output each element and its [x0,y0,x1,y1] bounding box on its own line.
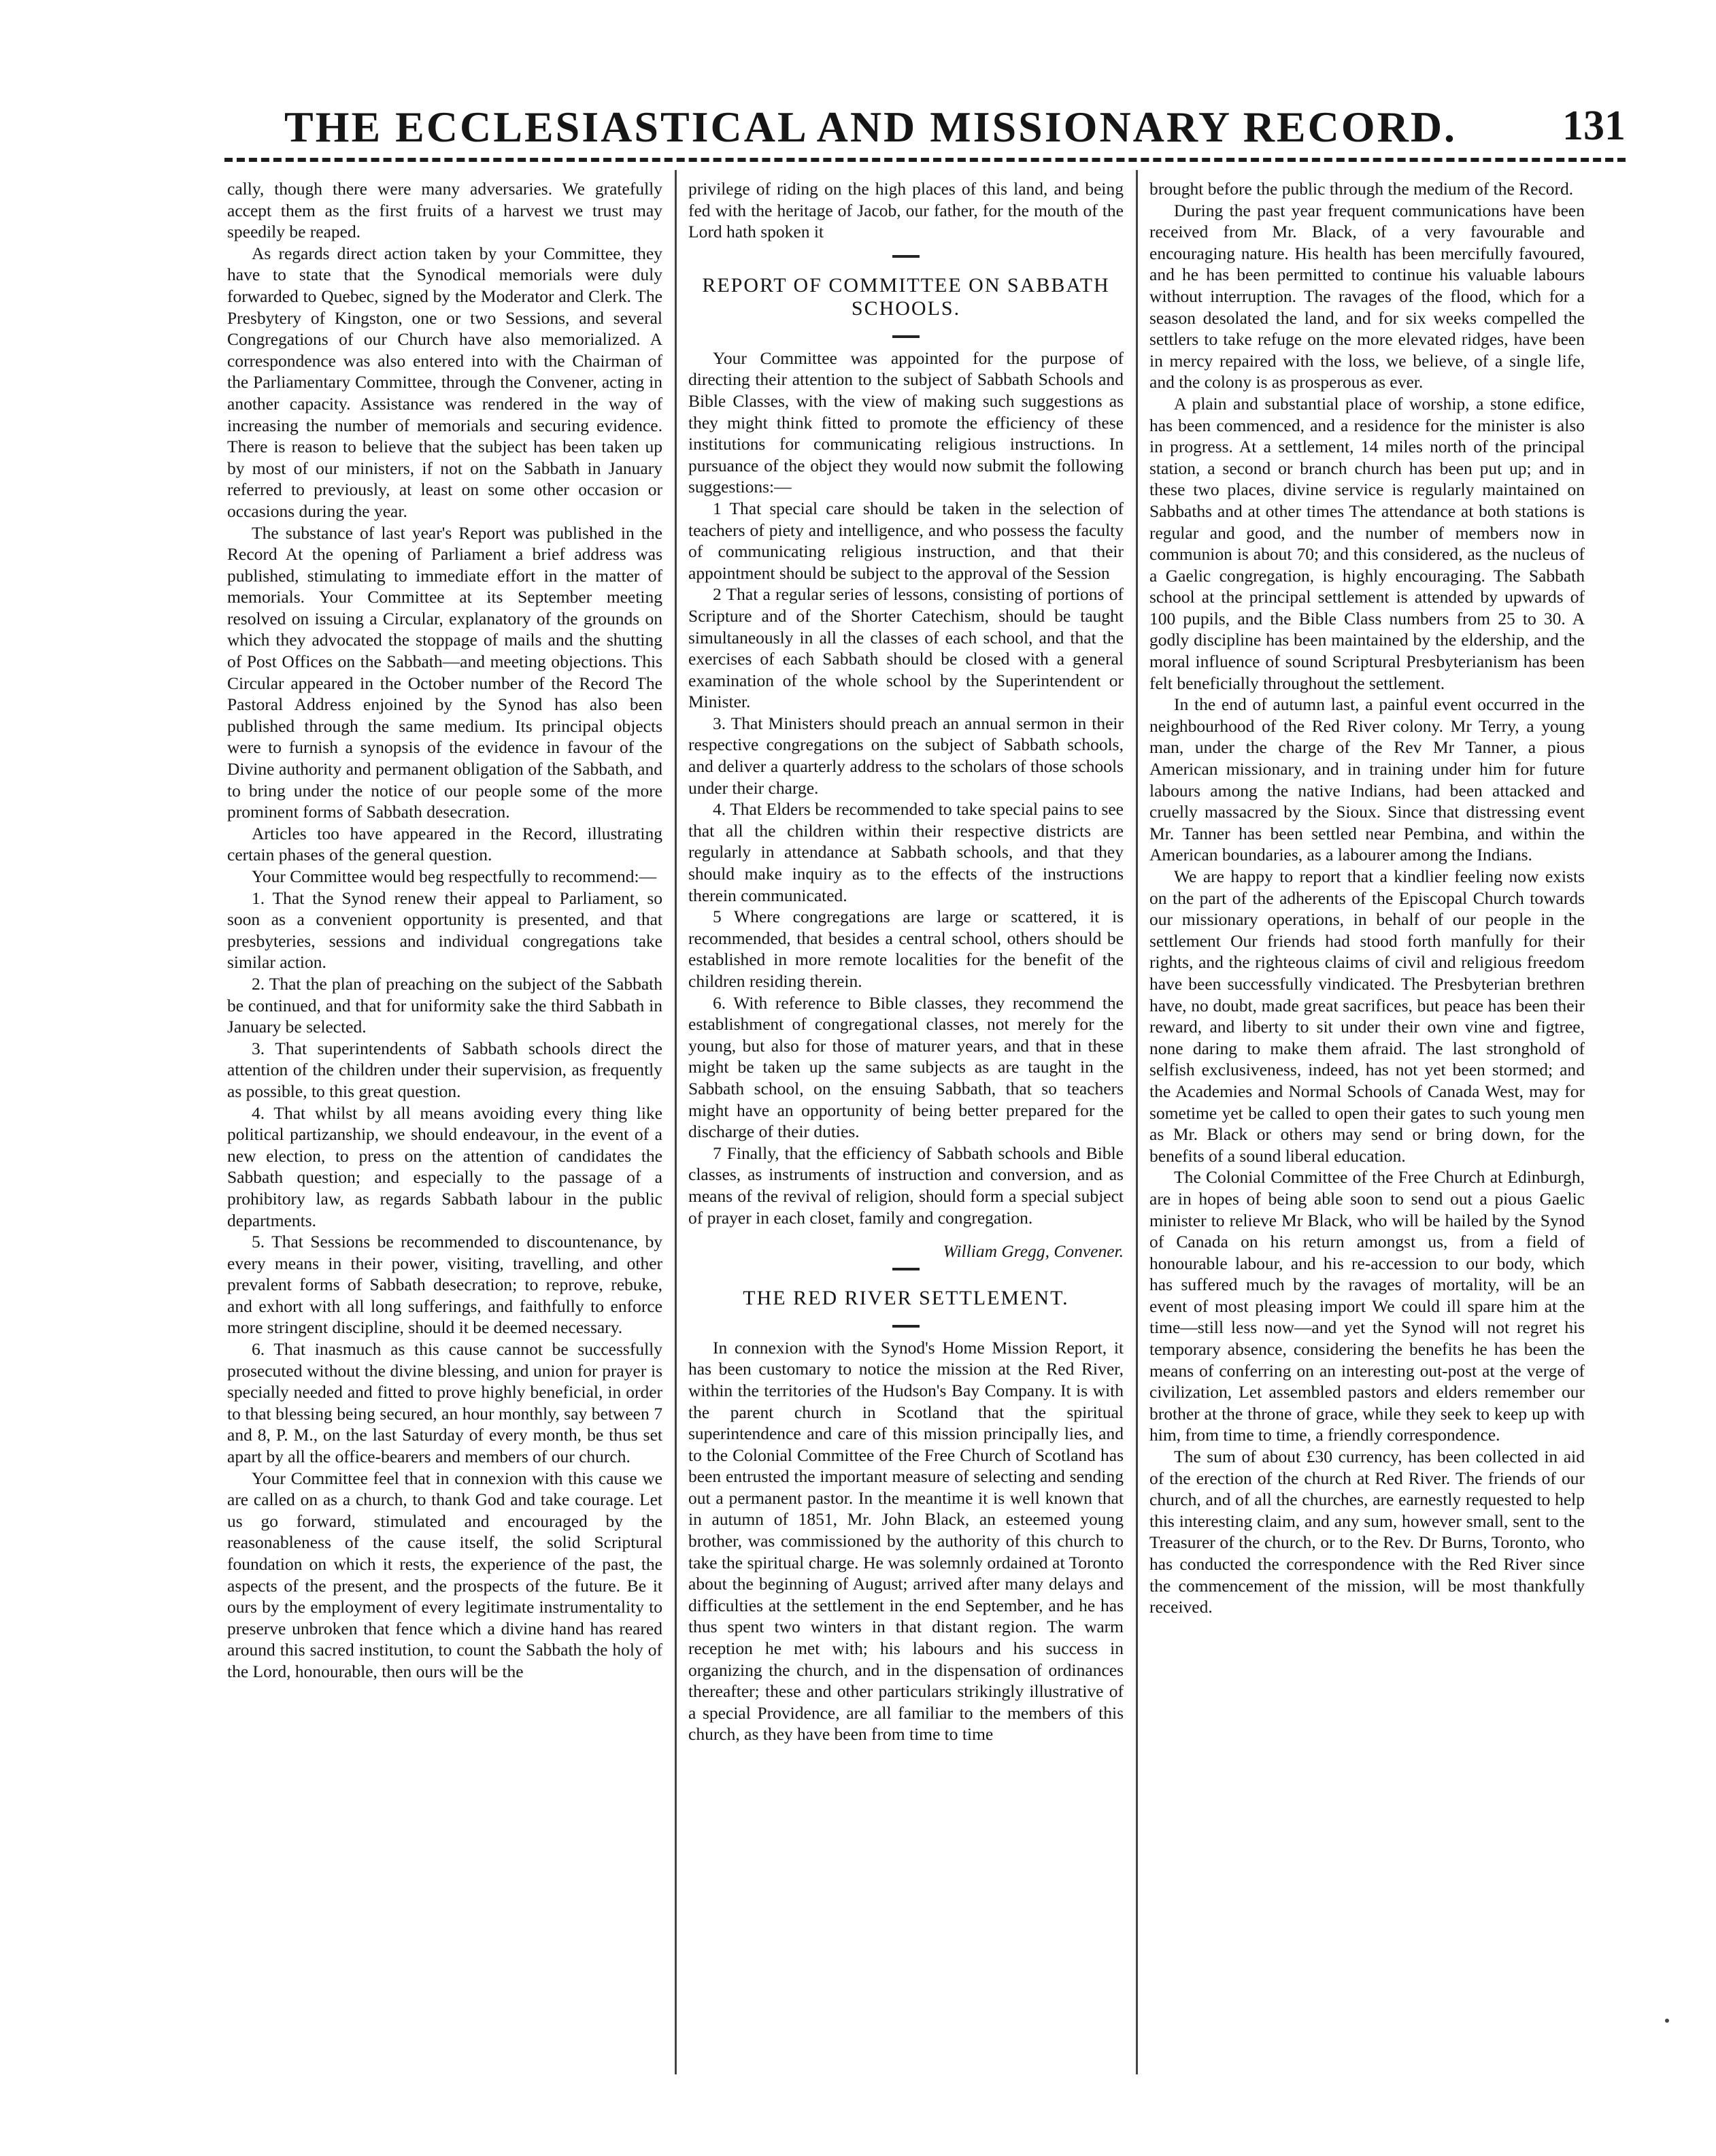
recommendation-item: 3. That superintendents of Sabbath schools direct the attention of the children under their supervision, as frequently as possible, to this great question. [227,1038,662,1101]
recommendation-item: 2. That the plan of preaching on the subject of the Sabbath be continued, and that for uniformity sake the third Sabbath in January be selected. [227,973,662,1037]
column-divider-right [1136,170,1138,2074]
recommendation-item: 5. That Sessions be recommended to discountenance, by every means in their power, visiting, travelling, and other prevalent forms of Sabbath desecration; to reprove, rebuke, and exhort with all long sufferings, and faithfully to enforce more stringent discipline, should it be deemed necessary. [227,1232,662,1338]
page-header [224,102,1626,163]
column-right [1149,178,1585,2102]
paragraph: privilege of riding on the high places of this land, and being fed with the heritage of Jacob, our father, for the mouth of the Lord hath spoken it [688,179,1124,242]
page-number: 131 [1562,103,1626,149]
rule-dash [892,1268,920,1270]
paragraph: A plain and substantial place of worship, a stone edifice, has been commenced, and a residence for the minister is also in progress. At a settlement, 14 miles north of the principal station, a second or branch church has been put up; and in these two places, divine service is regularly maintained on Sabbaths and at other times The attendance at both stations is regular and good, and the number of members now in communion is about 70; and this considered, as the nucleus of a Gaelic congregation, is highly encouraging. The Sabbath school at the principal settlement is attended by upwards of 100 pupils, and the Bible Class numbers from 25 to 30. A godly discipline has been maintained by the eldership, and the moral influence of sound Scriptural Presbyterianism has been felt beneficially throughout the settlement. [1149,393,1585,693]
rule-dash [892,335,920,338]
ornament-divider [688,255,1124,258]
paragraph: The Colonial Committee of the Free Church at Edinburgh, are in hopes of being able soon to send out a pious Gaelic minister to relieve Mr Black, who will be hailed by the Synod of Canada on his return amongst us, from a field of honourable labour, and his re-accession to our body, which has suffered much by the ravages of mortality, will be an event of most pleasing import We could ill spare him at the time—still less now—and yet the Synod will not regret his temporary absence, considering the benefits he has been the means of conferring on an interesting out-post at the verge of civilization, Let assembled pastors and elders remember our brother at the throne of grace, while they seek to keep up with him, from time to time, a friendly correspondence. [1149,1167,1585,1445]
rule-dash [892,1325,920,1328]
paragraph: cally, though there were many adversaries. We gratefully accept them as the first fruits of a harvest we trust may speedily be reaped. [227,179,662,242]
recommendation-item: 6. That inasmuch as this cause cannot be successfully prosecuted without the divine blessing, and union for prayer is specially needed and fitted to prove highly beneficial, in order to that blessing being secured, an hour monthly, say between 7 and 8, P. M., on the last Saturday of every month, be thus set apart by all the office-bearers and members of our church. [227,1339,662,1467]
section-heading-sabbath-schools: REPORT OF COMMITTEE ON SABBATH SCHOOLS. [702,273,1110,320]
running-title: THE ECCLESIASTICAL AND MISSIONARY RECORD. [284,103,1458,151]
suggestion-item: 7 Finally, that the efficiency of Sabbath schools and Bible classes, as instruments of instruction and conversion, and as means of the revival of religion, should form a special subject of prayer in each closet, family and congregation. [688,1143,1124,1228]
section-heading-red-river: THE RED RIVER SETTLEMENT. [743,1286,1069,1309]
ink-speck [1665,2019,1669,2023]
suggestion-item: 6. With reference to Bible classes, they recommend the establishment of congregational classes, not merely for the young, but also for those of maturer years, and that in these might be taken up the same subjects as are taught in the Sabbath school, on the ensuing Sabbath, that so teachers might have an opportunity of being better prepared for the discharge of their duties. [688,992,1124,1142]
rule-dash [892,255,920,258]
column-left [227,178,662,2102]
paragraph: brought before the public through the medium of the Record. [1149,179,1574,199]
suggestion-item: 1 That special care should be taken in the selection of teachers of piety and intelligence, and who possess the faculty of communicating religious instruction, and that their appointment should be subject to the approval of the Session [688,498,1124,583]
paragraph: During the past year frequent communications have been received from Mr. Black, of a very favourable and encouraging nature. His health has been mercifully favoured, and he has been permitted to continue his valuable labours without interruption. The ravages of the flood, which for a season desolated the land, and for six weeks compelled the settlers to take refuge on the more elevated ridges, have been in mercy repaired with the loss, we believe, of a single life, and the colony is as prosperous as ever. [1149,200,1585,392]
paragraph: The sum of about £30 currency, has been collected in aid of the erection of the church at Red River. The friends of our church, and of all the churches, are earnestly requested to help this interesting claim, and any sum, however small, sent to the Treasurer of the church, or to the Rev. Dr Burns, Toronto, who has conducted the correspondence with the Red River since the commencement of the mission, will be most thankfully received. [1149,1447,1585,1617]
suggestion-item: 2 That a regular series of lessons, consisting of portions of Scripture and of the Shorter Catechism, should be taught simultaneously in all the classes of each school, and that the exercises of each Sabbath should be closed with a general examination of the whole school by the Superintendent or Minister. [688,584,1124,712]
signature: William Gregg, Convener. [943,1241,1124,1262]
recommendation-item: 4. That whilst by all means avoiding every thing like political partizanship, we should endeavour, in the event of a new election, to press on the attention of candidates the Sabbath question; and especially to the passage of a prohibitory law, as regards Sabbath labour in the public departments. [227,1102,662,1230]
suggestion-item: 3. That Ministers should preach an annual sermon in their respective congregations on the subject of Sabbath schools, and deliver a quarterly address to the scholars of those schools under their charge. [688,713,1124,798]
suggestion-item: 5 Where congregations are large or scattered, it is recommended, that besides a central school, others should be established in more remote localities for the benefit of the children residing therein. [688,907,1124,991]
paragraph: As regards direct action taken by your Committee, they have to state that the Synodical memorials were duly forwarded to Quebec, signed by the Moderator and Clerk. The Presbytery of Kingston, one or two Sessions, and several Congregations of our Church have also memorialized. A correspondence was also entered into with the Chairman of the Parliamentary Committee, through the Convener, acting in another capacity. Assistance was rendered in the way of increasing the number of memorials and securing evidence. There is reason to believe that the subject has been taken up by most of our ministers, if not on the Sabbath in January referred to previously, at least on some other occasion or occasions during the year. [227,243,662,521]
paragraph: Your Committee feel that in connexion with this cause we are called on as a church, to thank God and take courage. Let us go forward, stimulated and encouraged by the reasonableness of the cause itself, the solid Scriptural foundation on which it rests, the experience of the past, the aspects of the present, and the prospects of the future. Be it ours by the employment of every legitimate instrumentality to preserve unbroken that fence which a divine hand has reared around this sacred institution, to count the Sabbath the holy of the Lord, honourable, then ours will be the [227,1468,662,1681]
header-rule [224,158,1626,162]
paragraph: We are happy to report that a kindlier feeling now exists on the part of the adherents of the Episcopal Church towards our missionary operations, in behalf of our people in the settlement Our friends had stood forth manfully for their rights, and the righteous claims of civil and religious freedom have been successfully vindicated. The Presbyterian brethren have, no doubt, made great sacrifices, but peace has been their reward, and liberty to sit under their own vine and figtree, none daring to make them afraid. The last stronghold of selfish exclusiveness, indeed, has not yet been stormed; and the Academies and Normal Schools of Canada West, may for sometime yet be called to open their gates to such young men as Mr. Black or others may send or bring down, for the benefits of a sound liberal education. [1149,866,1585,1166]
paragraph: Articles too have appeared in the Record, illustrating certain phases of the general question. [227,823,662,865]
paragraph: Your Committee would beg respectfully to recommend:— [252,866,657,886]
recommendation-item: 1. That the Synod renew their appeal to Parliament, so soon as a convenient opportunity is presented, and that presbyteries, sessions and individual congregations take similar action. [227,888,662,973]
paragraph: Your Committee was appointed for the purpose of directing their attention to the subject of Sabbath Schools and Bible Classes, with the view of making such suggestions as they might think fitted to promote the efficiency of these institutions for communicating religious instructions. In pursuance of the object they would now submit the following suggestions:— [688,348,1124,497]
paragraph: In the end of autumn last, a painful event occurred in the neighbourhood of the Red River colony. Mr Terry, a young man, under the charge of the Rev Mr Tanner, a pious American missionary, and in training under him for future labours among the native Indians, had been attacked and cruelly massacred by the Sioux. Since that distressing event Mr. Tanner has been settled near Pembina, and within the American boundaries, as a labourer among the Indians. [1149,694,1585,865]
suggestion-item: 4. That Elders be recommended to take special pains to see that all the children within their respective districts are regularly in attendance at Sabbath schools, and that they should make inquiry as to the effects of the instructions therein communicated. [688,799,1124,905]
column-divider-left [675,170,677,2074]
paragraph: In connexion with the Synod's Home Mission Report, it has been customary to notice the mission at the Red River, within the territories of the Hudson's Bay Company. It is with the parent church in Scotland that the spiritual superintendence and care of this mission principally lies, and to the Colonial Committee of the Free Church of Scotland has been entrusted the important measure of selecting and sending out a permanent pastor. In the meantime it is well known that in autumn of 1851, Mr. John Black, an esteemed young brother, was commissioned by the authority of this church to take the spiritual charge. He was solemnly ordained at Toronto about the beginning of August; arrived after many delays and difficulties at the settlement in the end September, and he has thus spent two winters in that distant region. The warm reception he met with; his labours and his success in organizing the church, and in the dispensation of ordinances thereafter; these and other particulars strikingly illustrative of a special Providence, are all familiar to the members of this church, as they have been from time to time [688,1337,1124,1745]
column-middle [688,178,1124,2102]
paragraph: The substance of last year's Report was published in the Record At the opening of Parliament a brief address was published, stimulating to immediate effort in the matter of memorials. Your Committee at its September meeting resolved on issuing a Circular, explanatory of the grounds on which they advocated the stoppage of mails and the shutting of Post Offices on the Sabbath—and meeting objections. This Circular appeared in the October number of the Record The Pastoral Address enjoined by the Synod has also been published through the same medium. Its principal objects were to furnish a synopsis of the evidence in favour of the Divine authority and permanent obligation of the Sabbath, and to bring under the notice of our people some of the more prominent forms of Sabbath desecration. [227,522,662,822]
